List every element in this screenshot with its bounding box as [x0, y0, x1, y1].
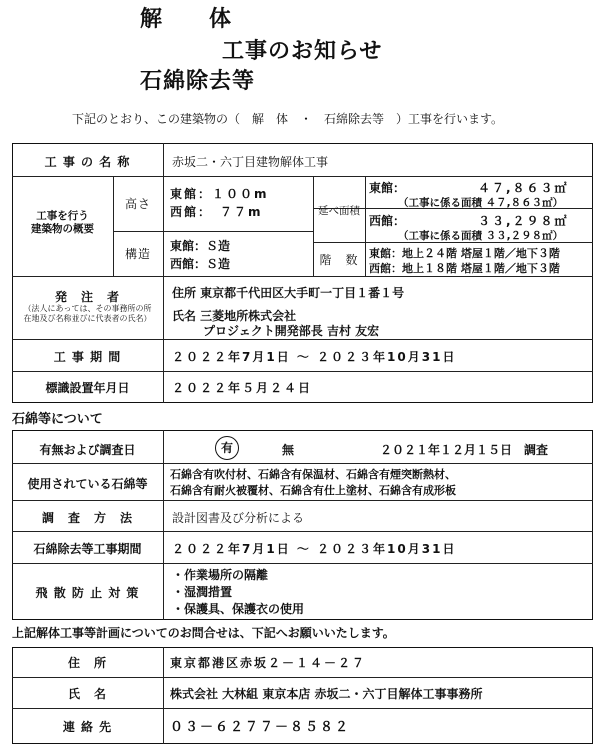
- presence-yes-circle: 有: [215, 436, 239, 460]
- structure-label: 構造: [124, 247, 151, 261]
- asbestos-survey-date: ２０２１年１２月１５日 調査: [380, 443, 549, 457]
- client-name-line1: 氏名 三菱地所株式会社: [172, 309, 297, 323]
- title-line-notice: 工事のお知らせ: [222, 39, 383, 64]
- client-address: 住所 東京都千代田区大手町一丁目１番１号: [172, 286, 405, 300]
- structure-east: 東館：Ｓ造: [170, 239, 231, 253]
- period-label: 工 事 期 間: [53, 350, 122, 364]
- prevention-item: ・作業場所の隔離: [172, 568, 269, 582]
- construction-name-value: 赤坂二・六丁目建物解体工事: [172, 155, 329, 169]
- contact-phone-label: 連 絡 先: [62, 720, 113, 734]
- area-east-value: ４７,８６３㎡: [478, 181, 569, 195]
- title-line-asbestos: 石綿除去等: [140, 69, 256, 94]
- survey-method-label: 調 査 方 法: [41, 511, 133, 525]
- area-east-label: 東館：: [369, 181, 406, 195]
- contact-address-value: 東京都港区赤坂２－１４－２７: [170, 656, 367, 670]
- floors-west: 西館：地上１８階 塔屋１階／地下３階: [369, 262, 560, 275]
- prevention-label: 飛 散 防 止 対 策: [35, 586, 140, 600]
- area-west-work: （工事に係る面積 ３３,２９８㎡）: [398, 230, 564, 242]
- area-west-value: ３３,２９８㎡: [478, 214, 569, 228]
- survey-method-value: 設計図書及び分析による: [172, 511, 305, 525]
- removal-period-value: ２０２２年7月1日 ～ ２０２３年10月31日: [172, 542, 457, 556]
- contact-name-label: 氏 名: [67, 687, 107, 701]
- prevention-item: ・保護具、保護衣の使用: [172, 602, 305, 616]
- title-line-demolition: 解 体: [140, 7, 233, 32]
- height-west: 西館： ７７m: [170, 205, 263, 219]
- contact-address-label: 住 所: [67, 656, 107, 670]
- sign-date-label: 標識設置年月日: [45, 381, 130, 395]
- contact-intro: 上記解体工事等計画についてのお問合せは、下記へお願いいたします。: [12, 626, 395, 640]
- client-name-line2: プロジェクト開発部長 吉村 友宏: [203, 324, 380, 338]
- sign-date-value: ２０２２年５月２４日: [172, 381, 313, 395]
- floor-area-label: 延べ面積: [318, 205, 360, 217]
- client-label: 発 注 者: [54, 290, 120, 304]
- intro-text: 下記のとおり、この建築物の（ 解 体 ・ 石綿除去等 ）工事を行います。: [72, 112, 504, 126]
- structure-west: 西館：Ｓ造: [170, 257, 231, 271]
- building-outline-label: 工事を行う 建築物の概要: [31, 210, 94, 235]
- contact-phone-value: ０３－６２７７－８５８２: [170, 720, 351, 735]
- height-east: 東館：１００m: [170, 187, 269, 201]
- removal-period-label: 石綿除去等工事期間: [33, 542, 142, 556]
- client-note: （法人にあっては、その事務所の所 在地及び名称並びに代表者の氏名）: [23, 304, 152, 323]
- floors-east: 東館：地上２４階 塔屋１階／地下３階: [369, 247, 560, 260]
- area-west-label: 西館：: [369, 214, 406, 228]
- asbestos-used-label: 使用されている石綿等: [27, 477, 148, 491]
- height-label: 高さ: [124, 197, 151, 211]
- asbestos-used-line1: 石綿含有吹付材、石綿含有保温材、石綿含有煙突断熱材、: [170, 468, 456, 481]
- construction-name-label: 工 事 の 名 称: [44, 155, 131, 169]
- asbestos-presence-no: 無: [282, 443, 295, 457]
- asbestos-heading: 石綿等について: [12, 412, 103, 427]
- asbestos-presence-yes: [215, 436, 239, 460]
- asbestos-used-line2: 石綿含有耐火被覆材、石綿含有仕上塗材、石綿含有成形板: [170, 484, 456, 497]
- contact-name-value: 株式会社 大林組 東京本店 赤坂二・六丁目解体工事事務所: [170, 687, 483, 701]
- prevention-item: ・湿潤措置: [172, 585, 233, 599]
- asbestos-presence-label: 有無および調査日: [39, 443, 136, 457]
- floors-label: 階 数: [319, 253, 359, 267]
- area-east-work: （工事に係る面積 ４７,８６３㎡）: [398, 197, 564, 209]
- period-value: ２０２２年7月1日 ～ ２０２３年10月31日: [172, 350, 457, 364]
